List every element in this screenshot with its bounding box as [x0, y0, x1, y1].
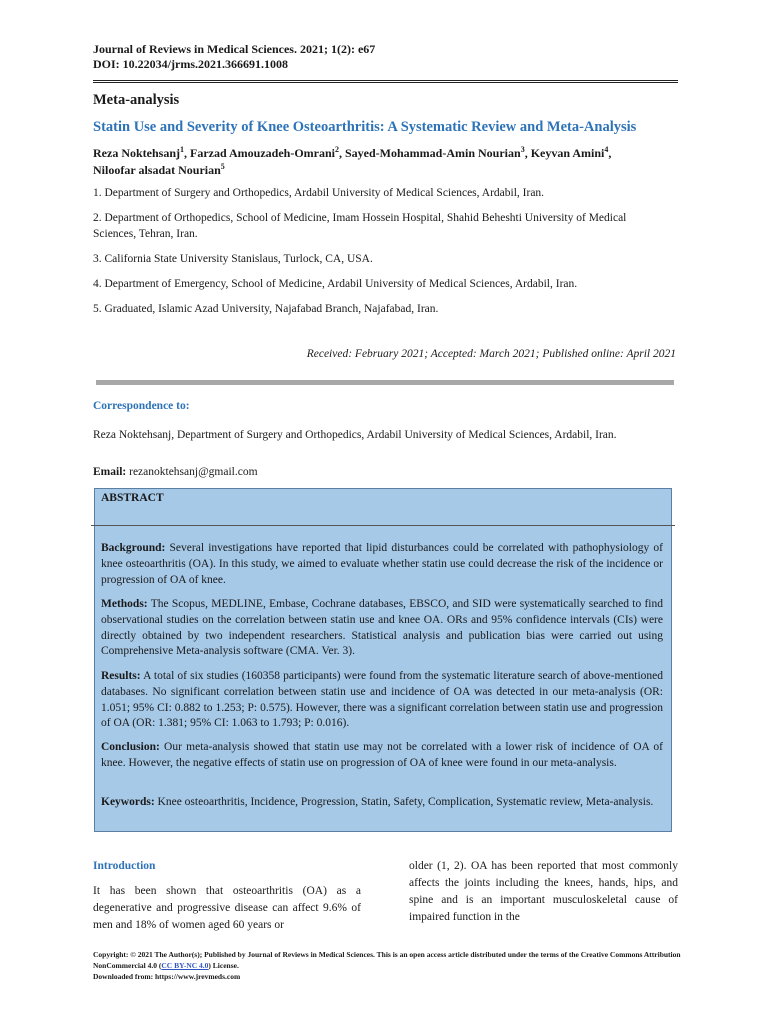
header-rule-2: [93, 82, 678, 83]
author-affiliation-number: 5: [220, 162, 225, 171]
copyright-text: Copyright: © 2021 The Author(s); Published by Journal of Reviews in Medical Sciences. This is an open access article distributed under the terms of the Creative Commons Attribution NonCommercial 4.0 (: [93, 950, 681, 970]
correspondence-text: Reza Noktehsanj, Department of Surgery and Orthopedics, Ardabil University of Medical Sciences, Ardabil, Iran.: [93, 429, 617, 441]
author-affiliation-number: 4: [604, 145, 609, 154]
correspondence-email: [93, 466, 258, 478]
author-separator: ,: [608, 146, 612, 160]
publication-dates: Received: February 2021; Accepted: March 2021; Published online: April 2021: [306, 348, 676, 360]
affiliation-4: 4. Department of Emergency, School of Medicine, Ardabil University of Medical Sciences, Ardabil, Iran.: [93, 278, 578, 290]
author-name: Sayed-Mohammad-Amin Nourian: [345, 146, 521, 160]
downloaded-from: Downloaded from: https://www.jrevmeds.com: [93, 972, 241, 981]
abstract-conclusion: [101, 740, 663, 772]
background-label: Background:: [101, 542, 166, 554]
abstract-keywords: [101, 795, 663, 811]
license-link[interactable]: CC BY-NC 4.0: [161, 961, 209, 970]
author-name: Niloofar alsadat Nourian: [93, 163, 221, 177]
author-name: Reza Noktehsanj: [93, 146, 180, 160]
author-list: [93, 145, 678, 179]
author-separator: ,: [184, 146, 190, 160]
conclusion-text: Our meta-analysis showed that statin use may not be correlated with a lower risk of incidence of OA of knee. However, the negative effects of statin use on progression of OA of knee were found in our meta-analysis.: [101, 741, 663, 769]
article-title: Statin Use and Severity of Knee Osteoarthritis: A Systematic Review and Meta-Analysis: [93, 119, 637, 135]
author-affiliation-number: 3: [520, 145, 525, 154]
author-affiliation-number: 1: [180, 145, 184, 154]
methods-label: Methods:: [101, 598, 148, 610]
keywords-label: Keywords:: [101, 796, 155, 808]
affiliation-3: 3. California State University Stanislaus, Turlock, CA, USA.: [93, 253, 373, 265]
keywords-text: Knee osteoarthritis, Incidence, Progression, Statin, Safety, Complication, Systematic review, Meta-analysis.: [157, 796, 654, 808]
introduction-heading: Introduction: [93, 860, 156, 872]
email-address[interactable]: rezanoktehsanj@gmail.com: [129, 466, 258, 478]
abstract-background: [101, 541, 663, 588]
methods-text: The Scopus, MEDLINE, Embase, Cochrane databases, EBSCO, and SID were systematically searched to find observational studies on the correlation between statin use and knee OA. ORs and 95% confidence intervals (CIs) were directly obtained by two independent researchers. Statistical analysis and publication bias were carried out using Comprehensive Meta-analysis software (CMA. Ver. 3).: [101, 598, 663, 658]
journal-citation: Journal of Reviews in Medical Sciences. 2021; 1(2): e67: [93, 42, 376, 56]
introduction-left-column: It has been shown that osteoarthritis (OA) as a degenerative and progressive disease can affect 9.6% of men and 18% of women aged 60 years or: [93, 885, 361, 931]
section-label: Meta-analysis: [93, 92, 180, 108]
introduction-right-column: older (1, 2). OA has been reported that most commonly affects the joints including the knees, hands, hips, and spine and is an important musculoskeletal cause of impaired function in the: [409, 860, 678, 923]
correspondence-heading: Correspondence to:: [93, 400, 190, 412]
conclusion-label: Conclusion:: [101, 741, 160, 753]
author-name: Keyvan Amini: [530, 146, 605, 160]
abstract-methods: [101, 597, 663, 660]
abstract-rule: [91, 525, 675, 526]
header-rule: [93, 80, 678, 81]
abstract-heading: ABSTRACT: [101, 492, 164, 504]
author-affiliation-number: 2: [335, 145, 339, 154]
author-separator: ,: [339, 146, 345, 160]
doi: DOI: 10.22034/jrms.2021.366691.1008: [93, 57, 288, 71]
author-name: Farzad Amouzadeh-Omrani: [190, 146, 335, 160]
email-label: Email:: [93, 466, 127, 478]
copyright-footer: [93, 949, 683, 982]
abstract-box: [94, 488, 672, 832]
abstract-results: [101, 669, 663, 732]
results-text: A total of six studies (160358 participants) were found from the systematic literature search of above-mentioned databases. No significant correlation between statin use and incidence of OA was detected in our meta-analysis (OR: 1.051; 95% CI: 0.882 to 1.253; P: 0.575). However, there was a significant correlation between statin use and progression of OA (OR: 1.381; 95% CI: 1.063 to 1.793; P: 0.016).: [101, 670, 663, 730]
results-label: Results:: [101, 670, 141, 682]
background-text: Several investigations have reported that lipid disturbances could be correlated with pathophysiology of knee osteoarthritis (OA). In this study, we aimed to evaluate whether statin use could decrease the risk of the incidence or progression of OA of knee.: [101, 542, 663, 586]
author-separator: ,: [524, 146, 531, 160]
affiliation-5: 5. Graduated, Islamic Azad University, Najafabad Branch, Najafabad, Iran.: [93, 303, 439, 315]
license-tail: ) License.: [208, 961, 239, 970]
affiliation-2: 2. Department of Orthopedics, School of Medicine, Imam Hossein Hospital, Shahid Beheshti University of Medical Sciences, Tehran, Iran.: [93, 212, 627, 240]
affiliation-1: 1. Department of Surgery and Orthopedics, Ardabil University of Medical Sciences, Ardabil, Iran.: [93, 187, 545, 199]
divider-bar: [96, 380, 674, 385]
